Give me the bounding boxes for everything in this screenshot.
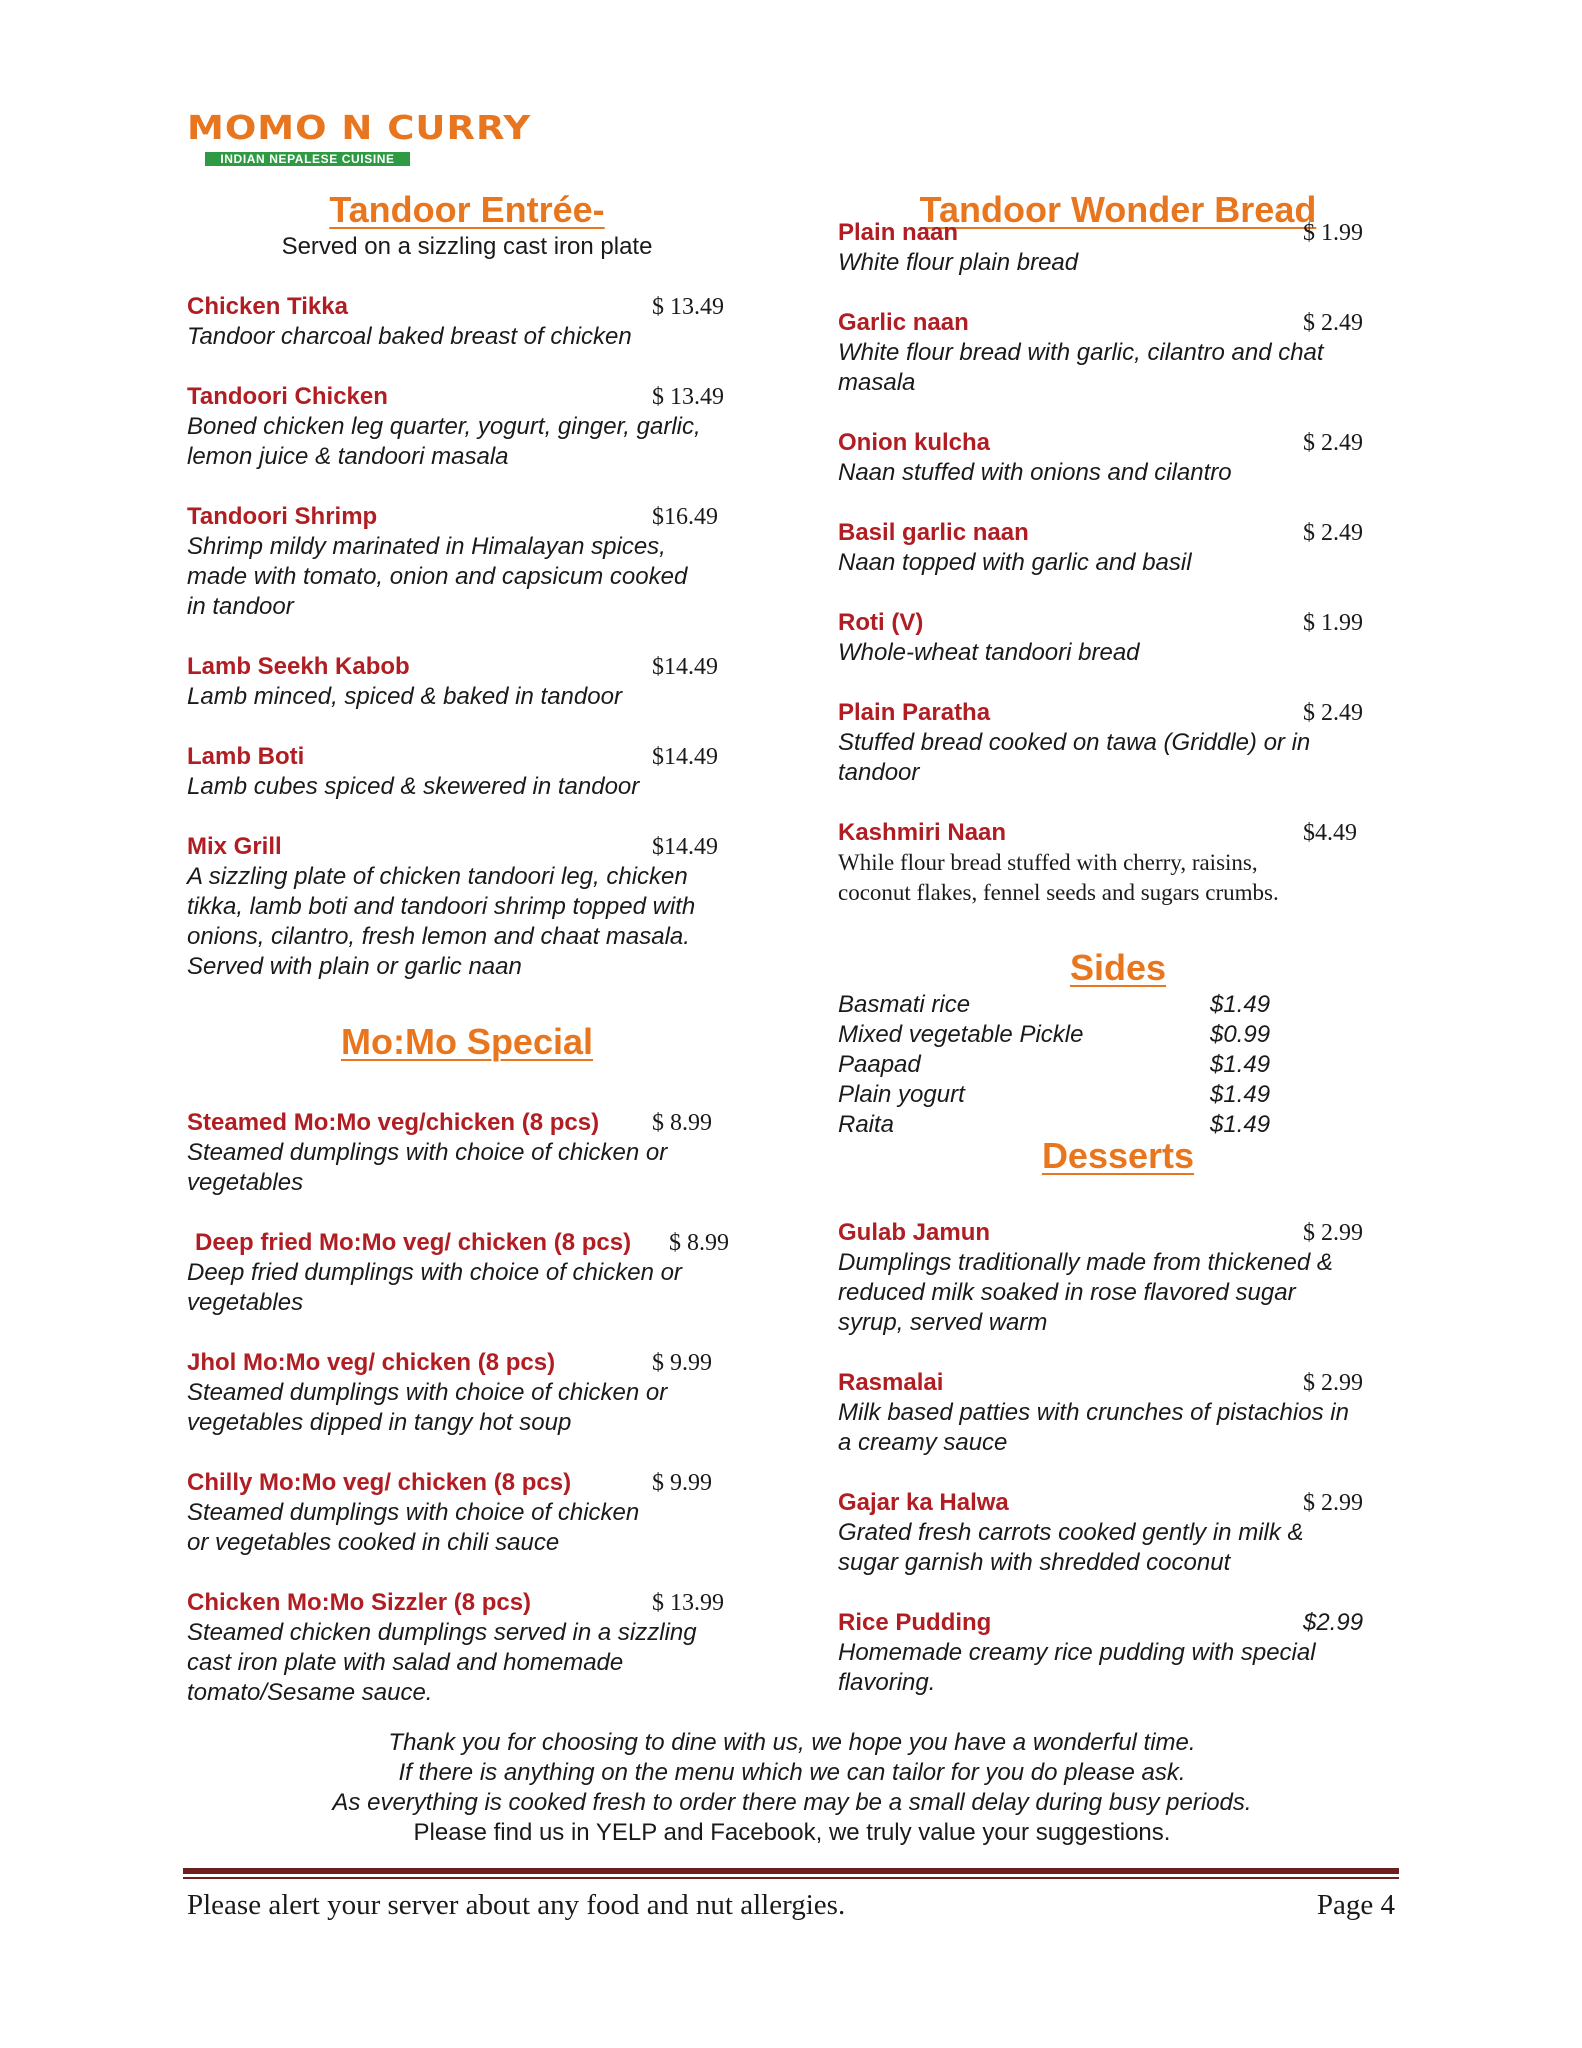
menu-item-name: Chicken Mo:Mo Sizzler (8 pcs) (187, 1589, 532, 1616)
menu-item-description: masala (838, 369, 916, 396)
menu-item-name: Lamb Boti (187, 743, 305, 770)
menu-item-header (838, 1368, 1398, 1398)
left-column (187, 188, 747, 1708)
menu-item-price: $ 2.99 (1303, 1490, 1363, 1516)
menu-item (838, 218, 1398, 278)
menu-item-header (187, 292, 747, 322)
menu-item (187, 382, 747, 472)
menu-item-price: $16.49 (652, 504, 718, 530)
menu-item-description: cast iron plate with salad and homemade (187, 1649, 624, 1676)
menu-item (187, 1588, 747, 1708)
side-item (838, 1050, 1398, 1080)
section-subtitle: Served on a sizzling cast iron plate (281, 233, 653, 260)
menu-item (187, 502, 747, 622)
menu-item-price: $ 2.99 (1303, 1370, 1363, 1396)
menu-item-name: Kashmiri Naan (838, 819, 1007, 846)
menu-item-header (838, 518, 1398, 548)
menu-item (838, 428, 1398, 488)
menu-item-description: sugar garnish with shredded coconut (838, 1549, 1231, 1576)
menu-item-price: $ 2.49 (1303, 700, 1363, 726)
menu-item-header (187, 742, 747, 772)
menu-item-header (838, 1218, 1398, 1248)
menu-item-price: $2.99 (1303, 1609, 1364, 1636)
menu-item-name: Onion kulcha (838, 429, 991, 456)
menu-item-price: $ 13.49 (652, 294, 724, 320)
side-item (838, 1080, 1398, 1110)
footer-rule-thin (183, 1877, 1399, 1879)
menu-item-description: Steamed dumplings with choice of chicken (187, 1499, 640, 1526)
menu-item-price: $ 9.99 (652, 1350, 712, 1376)
menu-item-description: in tandoor (187, 593, 294, 620)
menu-item-header (838, 428, 1398, 458)
menu-item-description: made with tomato, onion and capsicum cooked (187, 563, 688, 590)
right-column (838, 188, 1398, 1698)
menu-item-description: Dumplings traditionally made from thickened & (838, 1249, 1333, 1276)
menu-item-price: $14.49 (652, 834, 718, 860)
menu-item (187, 1468, 747, 1558)
menu-item-price: $ 2.49 (1303, 310, 1363, 336)
menu-item-price: $ 1.99 (1303, 220, 1363, 246)
menu-item (838, 698, 1398, 788)
menu-item-header (187, 382, 747, 412)
menu-item-name: Garlic naan (838, 309, 969, 336)
menu-item-header (838, 608, 1398, 638)
menu-item (838, 308, 1398, 398)
section-title-desserts: Desserts (1041, 1135, 1195, 1176)
menu-item (838, 1608, 1398, 1698)
menu-item-price: $4.49 (1303, 820, 1357, 846)
menu-item (187, 652, 747, 712)
section-title-sides: Sides (1069, 947, 1167, 988)
restaurant-logo (187, 108, 532, 166)
menu-item-description: onions, cilantro, fresh lemon and chaat masala. (187, 923, 690, 950)
thank-you-line: As everything is cooked fresh to order there may be a small delay during busy periods. (332, 1789, 1252, 1816)
menu-item-description: Stuffed bread cooked on tawa (Griddle) or in (838, 729, 1311, 756)
menu-item-name: Rice Pudding (838, 1609, 992, 1636)
menu-item-header (187, 1588, 747, 1618)
menu-item (187, 742, 747, 802)
logo-wordmark: MOMO N CURRY (187, 108, 532, 147)
menu-item (838, 1218, 1398, 1338)
dessert-list (838, 1218, 1398, 1698)
menu-item-description: White flour plain bread (838, 249, 1079, 276)
side-item (838, 1020, 1398, 1050)
menu-item-description: Homemade creamy rice pudding with special (838, 1639, 1316, 1666)
menu-item-name: Tandoori Shrimp (187, 503, 378, 530)
menu-item-description: Steamed chicken dumplings served in a sizzling (187, 1619, 697, 1646)
menu-item-name: Gajar ka Halwa (838, 1489, 1009, 1516)
menu-item-header (838, 1608, 1398, 1638)
menu-item-header (187, 502, 747, 532)
menu-item-header (187, 832, 747, 862)
menu-item (187, 1228, 747, 1318)
side-item (838, 990, 1398, 1020)
thank-you-line: If there is anything on the menu which we can tailor for you do please ask. (398, 1759, 1186, 1786)
menu-item-description: Milk based patties with crunches of pistachios in (838, 1399, 1349, 1426)
menu-item-description: Grated fresh carrots cooked gently in milk & (838, 1519, 1304, 1546)
section-title-momo-special: Mo:Mo Special (340, 1021, 594, 1062)
menu-item (838, 1488, 1398, 1578)
menu-item-name: Rasmalai (838, 1369, 944, 1396)
menu-item-description: Whole-wheat tandoori bread (838, 639, 1140, 666)
thank-you-line: Please find us in YELP and Facebook, we truly value your suggestions. (413, 1819, 1171, 1846)
menu-item-description: reduced milk soaked in rose flavored sugar (838, 1279, 1296, 1306)
menu-item-price: $ 13.99 (652, 1590, 724, 1616)
menu-item-header (838, 818, 1398, 848)
side-item-price: $1.49 (1210, 1081, 1271, 1108)
menu-item-name: Gulab Jamun (838, 1219, 991, 1246)
footer-rule (183, 1868, 1399, 1874)
menu-item-description: White flour bread with garlic, cilantro and chat (838, 339, 1324, 366)
allergy-note: Please alert your server about any food and nut allergies. (187, 1889, 846, 1921)
menu-item-header (187, 1108, 747, 1138)
side-item-price: $1.49 (1210, 1111, 1271, 1138)
section-title-bread: Tandoor Wonder Bread (919, 189, 1317, 230)
menu-item-description: lemon juice & tandoori masala (187, 443, 509, 470)
menu-item (838, 518, 1398, 578)
side-item-name: Raita (838, 1111, 895, 1138)
menu-item-name: Plain Paratha (838, 699, 991, 726)
menu-item-description: or vegetables cooked in chili sauce (187, 1529, 560, 1556)
menu-item (187, 1108, 747, 1198)
menu-item-price: $14.49 (652, 654, 718, 680)
menu-item-price: $ 9.99 (652, 1470, 712, 1496)
menu-item (838, 818, 1398, 908)
side-item-name: Paapad (838, 1051, 921, 1078)
thank-you-note (187, 1728, 1397, 1848)
side-item (838, 1110, 1398, 1140)
menu-item-name: Deep fried Mo:Mo veg/ chicken (8 pcs) (195, 1229, 632, 1256)
menu-item-name: Lamb Seekh Kabob (187, 653, 410, 680)
menu-item-price: $ 2.99 (1303, 1220, 1363, 1246)
thank-you-line: Thank you for choosing to dine with us, we hope you have a wonderful time. (388, 1729, 1196, 1756)
menu-item-price: $ 1.99 (1303, 610, 1363, 636)
menu-item-description: vegetables dipped in tangy hot soup (187, 1409, 572, 1436)
menu-item-description: Lamb cubes spiced & skewered in tandoor (187, 773, 640, 800)
menu-item-description: Naan stuffed with onions and cilantro (838, 459, 1232, 486)
section-title-tandoor-entree: Tandoor Entrée- (329, 189, 605, 230)
menu-item-price: $ 2.49 (1303, 430, 1363, 456)
menu-item (838, 608, 1398, 668)
menu-item-header (838, 308, 1398, 338)
menu-item-description: Served with plain or garlic naan (187, 953, 522, 980)
menu-item-description: syrup, served warm (838, 1309, 1048, 1336)
menu-item-header (838, 218, 1398, 248)
menu-item-price: $ 2.49 (1303, 520, 1363, 546)
menu-item-description: While flour bread stuffed with cherry, raisins, (838, 850, 1258, 875)
menu-item-description: Boned chicken leg quarter, yogurt, ginger, garlic, (187, 413, 701, 440)
menu-item-price: $ 8.99 (652, 1110, 712, 1136)
menu-item-description: vegetables (187, 1289, 304, 1316)
menu-item (187, 832, 747, 982)
menu-item-price: $ 8.99 (669, 1230, 729, 1256)
menu-item-name: Tandoori Chicken (187, 383, 388, 410)
menu-item-header (187, 1228, 747, 1258)
menu-item-description: flavoring. (838, 1669, 936, 1696)
side-item-name: Basmati rice (838, 991, 971, 1018)
side-item-price: $0.99 (1210, 1021, 1271, 1048)
menu-item-header (187, 1468, 747, 1498)
menu-item-name: Roti (V) (838, 609, 924, 636)
side-item-price: $1.49 (1210, 1051, 1271, 1078)
menu-item-description: a creamy sauce (838, 1429, 1008, 1456)
menu-item-description: Tandoor charcoal baked breast of chicken (187, 323, 632, 350)
menu-item-description: coconut flakes, fennel seeds and sugars crumbs. (838, 880, 1279, 905)
menu-item-header (187, 652, 747, 682)
side-item-price: $1.49 (1210, 991, 1271, 1018)
menu-item (187, 292, 747, 352)
side-item-name: Mixed vegetable Pickle (838, 1021, 1084, 1048)
menu-item-description: Shrimp mildy marinated in Himalayan spices, (187, 533, 666, 560)
menu-item-price: $14.49 (652, 744, 718, 770)
momo-list (187, 1108, 747, 1708)
menu-item-description: Steamed dumplings with choice of chicken or (187, 1379, 668, 1406)
bread-list (838, 218, 1398, 908)
menu-item-description: Lamb minced, spiced & baked in tandoor (187, 683, 622, 710)
menu-item-name: Mix Grill (187, 833, 282, 860)
menu-item-description: A sizzling plate of chicken tandoori leg, chicken (187, 863, 688, 890)
menu-item-header (838, 698, 1398, 728)
menu-item-name: Chicken Tikka (187, 293, 348, 320)
sides-list (838, 990, 1398, 1140)
menu-item-description: vegetables (187, 1169, 304, 1196)
menu-item-name: Steamed Mo:Mo veg/chicken (8 pcs) (187, 1109, 600, 1136)
menu-item-name: Chilly Mo:Mo veg/ chicken (8 pcs) (187, 1469, 572, 1496)
side-item-name: Plain yogurt (838, 1081, 965, 1108)
entree-list (187, 292, 747, 982)
menu-item-header (838, 1488, 1398, 1518)
menu-item-header (187, 1348, 747, 1378)
menu-item-name: Jhol Mo:Mo veg/ chicken (8 pcs) (187, 1349, 556, 1376)
menu-item-name: Basil garlic naan (838, 519, 1029, 546)
menu-item-description: Steamed dumplings with choice of chicken or (187, 1139, 668, 1166)
menu-item (187, 1348, 747, 1438)
logo-tagline: INDIAN NEPALESE CUISINE (205, 152, 410, 166)
menu-item-description: tomato/Sesame sauce. (187, 1679, 433, 1706)
menu-item-description: tikka, lamb boti and tandoori shrimp topped with (187, 893, 696, 920)
menu-item (838, 1368, 1398, 1458)
menu-item-description: Deep fried dumplings with choice of chicken or (187, 1259, 682, 1286)
menu-item-name: Plain naan (838, 219, 959, 246)
menu-item-description: Naan topped with garlic and basil (838, 549, 1192, 576)
menu-item-price: $ 13.49 (652, 384, 724, 410)
page-number: Page 4 (1316, 1889, 1395, 1921)
menu-item-description: tandoor (838, 759, 920, 786)
